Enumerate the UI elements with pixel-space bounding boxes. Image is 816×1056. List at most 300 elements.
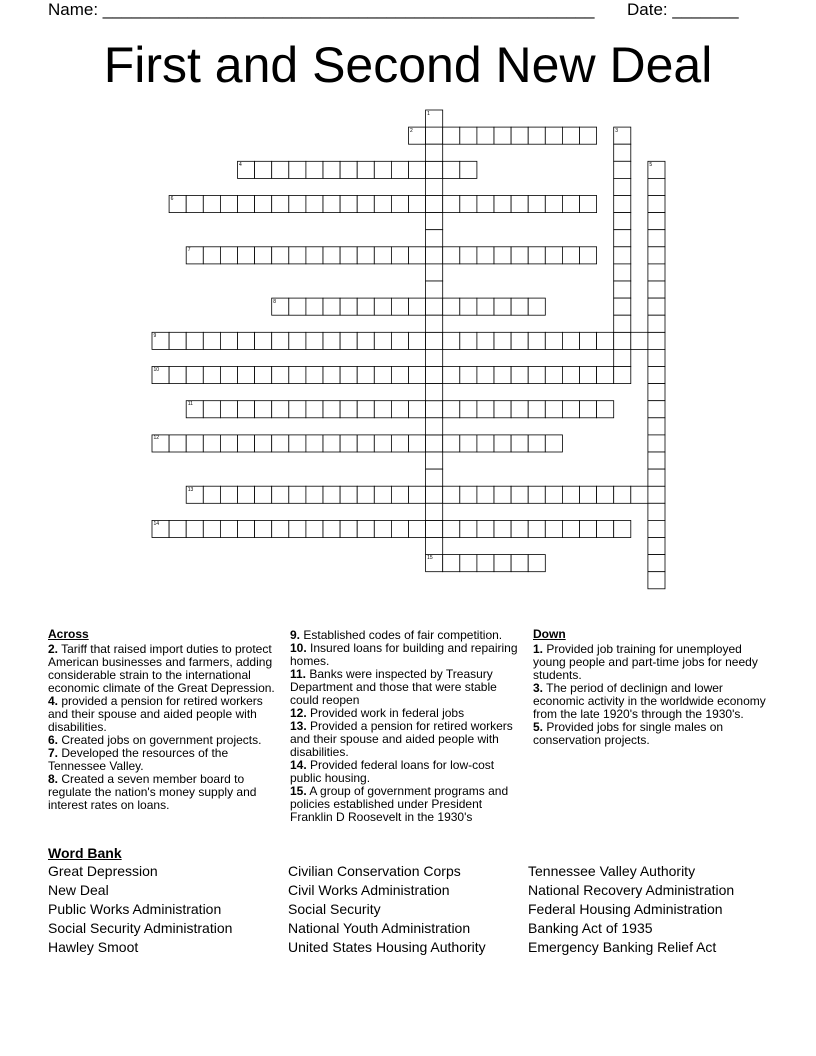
- crossword-cell[interactable]: [511, 486, 528, 503]
- crossword-cell[interactable]: [340, 367, 357, 384]
- crossword-cell[interactable]: [374, 161, 391, 178]
- word-bank-item: Hawley Smoot: [48, 939, 139, 955]
- crossword-cell[interactable]: [220, 486, 237, 503]
- crossword-cell[interactable]: [460, 332, 477, 349]
- crossword-cell[interactable]: [648, 247, 665, 264]
- crossword-cell[interactable]: [528, 435, 545, 452]
- crossword-cell[interactable]: [580, 332, 597, 349]
- crossword-cell[interactable]: [443, 520, 460, 537]
- crossword-cell[interactable]: [631, 486, 648, 503]
- crossword-cell[interactable]: [648, 469, 665, 486]
- crossword-cell[interactable]: [426, 469, 443, 486]
- crossword-cell[interactable]: [443, 401, 460, 418]
- crossword-cell[interactable]: [426, 247, 443, 264]
- crossword-cell[interactable]: [648, 486, 665, 503]
- crossword-cell[interactable]: [255, 367, 272, 384]
- crossword-cell[interactable]: [306, 486, 323, 503]
- crossword-cell[interactable]: [186, 520, 203, 537]
- crossword-cell[interactable]: [648, 315, 665, 332]
- crossword-cell[interactable]: [220, 520, 237, 537]
- crossword-cell[interactable]: [306, 367, 323, 384]
- crossword-cell[interactable]: [494, 247, 511, 264]
- crossword-cell[interactable]: [460, 555, 477, 572]
- crossword-cell[interactable]: [511, 196, 528, 213]
- crossword-cell[interactable]: [255, 435, 272, 452]
- crossword-cell[interactable]: [460, 435, 477, 452]
- crossword-cell[interactable]: [562, 196, 579, 213]
- crossword-cell[interactable]: [562, 401, 579, 418]
- crossword-cell[interactable]: [238, 435, 255, 452]
- crossword-cell[interactable]: [238, 486, 255, 503]
- crossword-cell[interactable]: [580, 196, 597, 213]
- crossword-cell[interactable]: [477, 520, 494, 537]
- crossword-cell[interactable]: [169, 435, 186, 452]
- crossword-cell[interactable]: [562, 332, 579, 349]
- crossword-cell[interactable]: [511, 367, 528, 384]
- crossword-cell[interactable]: [494, 486, 511, 503]
- crossword-cell[interactable]: [426, 264, 443, 281]
- crossword-cell[interactable]: [289, 196, 306, 213]
- crossword-cell[interactable]: [511, 127, 528, 144]
- crossword-cell[interactable]: [203, 520, 220, 537]
- crossword-cell[interactable]: [306, 161, 323, 178]
- crossword-cell[interactable]: [374, 486, 391, 503]
- crossword-cell[interactable]: [255, 161, 272, 178]
- crossword-cell[interactable]: [631, 332, 648, 349]
- crossword-cell[interactable]: [238, 367, 255, 384]
- crossword-cell[interactable]: [477, 332, 494, 349]
- crossword-cell[interactable]: [460, 127, 477, 144]
- crossword-cell[interactable]: [460, 298, 477, 315]
- crossword-cell[interactable]: [220, 332, 237, 349]
- crossword-cell[interactable]: [648, 555, 665, 572]
- crossword-cell[interactable]: [374, 367, 391, 384]
- crossword-cell[interactable]: [545, 367, 562, 384]
- crossword-cell[interactable]: [494, 332, 511, 349]
- crossword-cell[interactable]: [306, 247, 323, 264]
- crossword-cell[interactable]: [443, 367, 460, 384]
- clue-number: 6.: [48, 733, 59, 747]
- crossword-cell[interactable]: [391, 161, 408, 178]
- crossword-cell[interactable]: [443, 435, 460, 452]
- crossword-cell[interactable]: [357, 486, 374, 503]
- crossword-cell[interactable]: [562, 247, 579, 264]
- crossword-cell[interactable]: [648, 178, 665, 195]
- crossword-cell[interactable]: [426, 127, 443, 144]
- crossword-cell[interactable]: [528, 298, 545, 315]
- crossword-cell[interactable]: [357, 435, 374, 452]
- crossword-cell[interactable]: [597, 486, 614, 503]
- crossword-cell[interactable]: [545, 127, 562, 144]
- crossword-cell[interactable]: [426, 196, 443, 213]
- crossword-cell[interactable]: [648, 281, 665, 298]
- crossword-cell[interactable]: [614, 196, 631, 213]
- crossword-cell[interactable]: [272, 486, 289, 503]
- crossword-cell[interactable]: [203, 247, 220, 264]
- crossword-cell[interactable]: [238, 196, 255, 213]
- crossword-cell[interactable]: [426, 401, 443, 418]
- crossword-cell[interactable]: [460, 161, 477, 178]
- crossword-cell[interactable]: [306, 401, 323, 418]
- crossword-cell[interactable]: [648, 230, 665, 247]
- crossword-cell[interactable]: [460, 486, 477, 503]
- crossword-cell[interactable]: [357, 332, 374, 349]
- crossword-cell[interactable]: [409, 435, 426, 452]
- crossword-cell[interactable]: [477, 486, 494, 503]
- crossword-cell[interactable]: [511, 401, 528, 418]
- crossword-cell[interactable]: [443, 486, 460, 503]
- crossword-cell[interactable]: [545, 196, 562, 213]
- crossword-cell[interactable]: [203, 196, 220, 213]
- crossword-cell[interactable]: [391, 247, 408, 264]
- crossword-cell[interactable]: [528, 247, 545, 264]
- word-bank-column-1: [48, 862, 232, 957]
- crossword-cell[interactable]: [597, 367, 614, 384]
- crossword-cell[interactable]: [289, 332, 306, 349]
- crossword-cell[interactable]: [238, 247, 255, 264]
- crossword-cell[interactable]: [477, 127, 494, 144]
- crossword-cell[interactable]: [426, 298, 443, 315]
- crossword-cell[interactable]: [477, 247, 494, 264]
- crossword-cell[interactable]: [323, 486, 340, 503]
- crossword-cell[interactable]: [220, 247, 237, 264]
- crossword-cell[interactable]: [426, 367, 443, 384]
- crossword-cell[interactable]: [186, 367, 203, 384]
- crossword-cell[interactable]: [460, 520, 477, 537]
- crossword-cell[interactable]: [238, 401, 255, 418]
- crossword-cell[interactable]: [494, 555, 511, 572]
- crossword-cell[interactable]: [562, 127, 579, 144]
- crossword-cell[interactable]: [272, 161, 289, 178]
- crossword-cell[interactable]: [391, 298, 408, 315]
- crossword-cell[interactable]: [545, 435, 562, 452]
- crossword-cell[interactable]: [511, 435, 528, 452]
- crossword-cell[interactable]: [220, 367, 237, 384]
- crossword-cell[interactable]: [477, 298, 494, 315]
- crossword-cell[interactable]: [426, 144, 443, 161]
- crossword-cell[interactable]: [186, 196, 203, 213]
- crossword-cell[interactable]: [238, 520, 255, 537]
- crossword-cell[interactable]: [426, 486, 443, 503]
- crossword-cell[interactable]: [580, 247, 597, 264]
- crossword-cell[interactable]: [648, 298, 665, 315]
- crossword-cell[interactable]: [306, 520, 323, 537]
- crossword-cell[interactable]: [357, 401, 374, 418]
- crossword-cell[interactable]: [494, 435, 511, 452]
- crossword-cell[interactable]: [426, 315, 443, 332]
- crossword-cell[interactable]: [289, 486, 306, 503]
- crossword-cell[interactable]: [443, 127, 460, 144]
- crossword-cell[interactable]: [614, 247, 631, 264]
- crossword-cell[interactable]: [597, 520, 614, 537]
- crossword-cell[interactable]: [203, 435, 220, 452]
- crossword-cell[interactable]: [443, 161, 460, 178]
- crossword-cell[interactable]: [477, 435, 494, 452]
- crossword-cell[interactable]: [648, 213, 665, 230]
- crossword-cell[interactable]: [409, 161, 426, 178]
- crossword-cell[interactable]: [340, 332, 357, 349]
- crossword-cell[interactable]: [323, 196, 340, 213]
- crossword-cell[interactable]: [255, 486, 272, 503]
- crossword-cell[interactable]: [323, 401, 340, 418]
- crossword-cell[interactable]: [528, 520, 545, 537]
- crossword-cell[interactable]: [614, 486, 631, 503]
- crossword-cell[interactable]: [391, 520, 408, 537]
- crossword-cell[interactable]: [460, 401, 477, 418]
- crossword-cell[interactable]: [460, 247, 477, 264]
- crossword-cell[interactable]: [357, 196, 374, 213]
- crossword-cell[interactable]: [409, 520, 426, 537]
- crossword-cell[interactable]: [238, 332, 255, 349]
- crossword-cell[interactable]: [562, 520, 579, 537]
- crossword-cell[interactable]: [648, 196, 665, 213]
- crossword-cell[interactable]: [340, 435, 357, 452]
- crossword-cell[interactable]: [648, 264, 665, 281]
- crossword-cell[interactable]: [528, 127, 545, 144]
- crossword-cell[interactable]: [169, 367, 186, 384]
- crossword-cell[interactable]: [614, 161, 631, 178]
- crossword-cell[interactable]: [340, 196, 357, 213]
- crossword-cell[interactable]: [169, 520, 186, 537]
- crossword-cell[interactable]: [562, 367, 579, 384]
- crossword-cell[interactable]: [614, 298, 631, 315]
- crossword-cell[interactable]: [289, 161, 306, 178]
- crossword-cell[interactable]: [648, 452, 665, 469]
- crossword-cell[interactable]: [648, 572, 665, 589]
- crossword-cell[interactable]: [614, 213, 631, 230]
- crossword-cell[interactable]: [340, 161, 357, 178]
- crossword-cell[interactable]: [374, 298, 391, 315]
- crossword-cell[interactable]: [443, 298, 460, 315]
- crossword-cell[interactable]: [511, 555, 528, 572]
- crossword-cell[interactable]: [409, 196, 426, 213]
- crossword-cell[interactable]: [374, 196, 391, 213]
- crossword-cell[interactable]: [614, 281, 631, 298]
- crossword-cell[interactable]: [426, 332, 443, 349]
- crossword-cell[interactable]: [391, 435, 408, 452]
- crossword-cell[interactable]: [545, 332, 562, 349]
- crossword-cell[interactable]: [220, 401, 237, 418]
- crossword-cell[interactable]: [426, 281, 443, 298]
- crossword-cell[interactable]: [545, 486, 562, 503]
- crossword-cell[interactable]: [306, 435, 323, 452]
- crossword-cell[interactable]: [272, 435, 289, 452]
- crossword-cell[interactable]: [203, 367, 220, 384]
- crossword-cell[interactable]: [186, 435, 203, 452]
- crossword-cell[interactable]: [340, 486, 357, 503]
- crossword-cell[interactable]: [545, 520, 562, 537]
- crossword-cell[interactable]: [614, 367, 631, 384]
- crossword-cell[interactable]: [614, 230, 631, 247]
- crossword-cell[interactable]: [323, 161, 340, 178]
- crossword-cell[interactable]: [614, 332, 631, 349]
- crossword-cell[interactable]: [374, 332, 391, 349]
- crossword-cell[interactable]: [272, 196, 289, 213]
- crossword-cell[interactable]: [614, 144, 631, 161]
- crossword-cell[interactable]: [511, 247, 528, 264]
- crossword-cell[interactable]: [426, 161, 443, 178]
- crossword-cell[interactable]: [648, 418, 665, 435]
- crossword-cell[interactable]: [580, 401, 597, 418]
- crossword-cell[interactable]: [220, 435, 237, 452]
- crossword-cell[interactable]: [272, 367, 289, 384]
- crossword-cell[interactable]: [494, 196, 511, 213]
- crossword-cell[interactable]: [255, 196, 272, 213]
- crossword-cell[interactable]: [443, 196, 460, 213]
- crossword-cell[interactable]: [169, 332, 186, 349]
- crossword-cell[interactable]: [648, 384, 665, 401]
- crossword-cell[interactable]: [306, 298, 323, 315]
- crossword-cell[interactable]: [443, 247, 460, 264]
- crossword-cell[interactable]: [289, 401, 306, 418]
- crossword-cell[interactable]: [289, 247, 306, 264]
- crossword-cell[interactable]: [614, 315, 631, 332]
- crossword-cell[interactable]: [409, 298, 426, 315]
- crossword-cell[interactable]: [374, 520, 391, 537]
- crossword-cell[interactable]: [648, 435, 665, 452]
- crossword-cell[interactable]: [340, 298, 357, 315]
- crossword-cell[interactable]: [477, 196, 494, 213]
- crossword-cell[interactable]: [289, 367, 306, 384]
- crossword-cell[interactable]: [494, 367, 511, 384]
- crossword-cell[interactable]: [306, 196, 323, 213]
- crossword-cell[interactable]: [272, 247, 289, 264]
- crossword-cell[interactable]: [648, 503, 665, 520]
- crossword-cell[interactable]: [597, 401, 614, 418]
- crossword-cell[interactable]: [614, 349, 631, 366]
- crossword-cell[interactable]: [220, 196, 237, 213]
- crossword-cell[interactable]: [374, 401, 391, 418]
- crossword-cell[interactable]: [494, 401, 511, 418]
- crossword-cell[interactable]: [426, 384, 443, 401]
- crossword-cell[interactable]: [511, 298, 528, 315]
- crossword-cell[interactable]: [409, 367, 426, 384]
- crossword-cell[interactable]: [323, 520, 340, 537]
- crossword-cell[interactable]: [580, 486, 597, 503]
- crossword-cell[interactable]: [648, 332, 665, 349]
- crossword-cell[interactable]: [357, 298, 374, 315]
- crossword-cell[interactable]: [272, 520, 289, 537]
- crossword-cell[interactable]: [494, 298, 511, 315]
- crossword-cell[interactable]: [323, 298, 340, 315]
- crossword-cell[interactable]: [391, 367, 408, 384]
- crossword-cell[interactable]: [562, 486, 579, 503]
- crossword-cell[interactable]: [528, 555, 545, 572]
- crossword-cell[interactable]: [323, 332, 340, 349]
- crossword-cell[interactable]: [528, 332, 545, 349]
- crossword-cell[interactable]: [374, 247, 391, 264]
- crossword-cell[interactable]: [391, 401, 408, 418]
- crossword-cell[interactable]: [477, 367, 494, 384]
- crossword-cell[interactable]: [409, 486, 426, 503]
- crossword-cell[interactable]: [648, 401, 665, 418]
- crossword-cell[interactable]: [357, 367, 374, 384]
- crossword-cell[interactable]: [340, 520, 357, 537]
- crossword-cell[interactable]: [357, 247, 374, 264]
- crossword-cell[interactable]: [614, 520, 631, 537]
- crossword-cell[interactable]: [460, 196, 477, 213]
- crossword-cell[interactable]: [528, 401, 545, 418]
- crossword-cell[interactable]: [357, 161, 374, 178]
- crossword-cell[interactable]: [545, 247, 562, 264]
- crossword-cell[interactable]: [409, 401, 426, 418]
- crossword-cell[interactable]: [426, 503, 443, 520]
- crossword-cell[interactable]: [614, 264, 631, 281]
- crossword-cell[interactable]: [426, 435, 443, 452]
- crossword-cell[interactable]: [443, 332, 460, 349]
- crossword-cell[interactable]: [511, 520, 528, 537]
- crossword-cell[interactable]: [289, 298, 306, 315]
- crossword-cell[interactable]: [528, 196, 545, 213]
- crossword-cell[interactable]: [426, 520, 443, 537]
- crossword-cell[interactable]: [511, 332, 528, 349]
- crossword-cell[interactable]: [340, 247, 357, 264]
- crossword-cell[interactable]: [426, 418, 443, 435]
- crossword-cell[interactable]: [426, 452, 443, 469]
- crossword-cell[interactable]: [323, 435, 340, 452]
- crossword-cell[interactable]: [391, 196, 408, 213]
- crossword-cell[interactable]: [409, 332, 426, 349]
- crossword-cell[interactable]: [357, 520, 374, 537]
- crossword-cell[interactable]: [289, 435, 306, 452]
- crossword-cell[interactable]: [580, 127, 597, 144]
- crossword-cell[interactable]: [648, 367, 665, 384]
- crossword-cell[interactable]: [426, 538, 443, 555]
- crossword-cell[interactable]: [255, 247, 272, 264]
- crossword-cell[interactable]: [528, 486, 545, 503]
- crossword-cell[interactable]: [477, 401, 494, 418]
- cell-number: 1: [427, 110, 430, 117]
- crossword-cell[interactable]: [306, 332, 323, 349]
- crossword-cell[interactable]: [460, 367, 477, 384]
- crossword-cell[interactable]: [391, 332, 408, 349]
- crossword-cell[interactable]: [203, 486, 220, 503]
- crossword-cell[interactable]: [426, 213, 443, 230]
- crossword-cell[interactable]: [203, 401, 220, 418]
- crossword-cell[interactable]: [391, 486, 408, 503]
- crossword-cell[interactable]: [528, 367, 545, 384]
- crossword-cell[interactable]: [374, 435, 391, 452]
- crossword-cell[interactable]: [648, 520, 665, 537]
- crossword-cell[interactable]: [186, 332, 203, 349]
- crossword-cell[interactable]: [272, 401, 289, 418]
- crossword-cell[interactable]: [426, 349, 443, 366]
- crossword-cell[interactable]: [289, 520, 306, 537]
- crossword-cell[interactable]: [203, 332, 220, 349]
- crossword-cell[interactable]: [409, 247, 426, 264]
- crossword-cell[interactable]: [426, 230, 443, 247]
- crossword-cell[interactable]: [272, 332, 289, 349]
- crossword-cell[interactable]: [426, 178, 443, 195]
- crossword-cell[interactable]: [340, 401, 357, 418]
- crossword-cell[interactable]: [648, 538, 665, 555]
- crossword-cell[interactable]: [614, 178, 631, 195]
- crossword-cell[interactable]: [494, 520, 511, 537]
- crossword-cell[interactable]: [597, 332, 614, 349]
- crossword-cell[interactable]: [255, 520, 272, 537]
- crossword-cell[interactable]: [323, 367, 340, 384]
- crossword-cell[interactable]: [255, 401, 272, 418]
- crossword-cell[interactable]: [477, 555, 494, 572]
- crossword-cell[interactable]: [545, 401, 562, 418]
- crossword-cell[interactable]: [580, 520, 597, 537]
- crossword-cell[interactable]: [580, 367, 597, 384]
- crossword-cell[interactable]: [494, 127, 511, 144]
- crossword-cell[interactable]: [648, 349, 665, 366]
- crossword-cell[interactable]: [323, 247, 340, 264]
- crossword-cell[interactable]: [443, 555, 460, 572]
- crossword-cell[interactable]: [255, 332, 272, 349]
